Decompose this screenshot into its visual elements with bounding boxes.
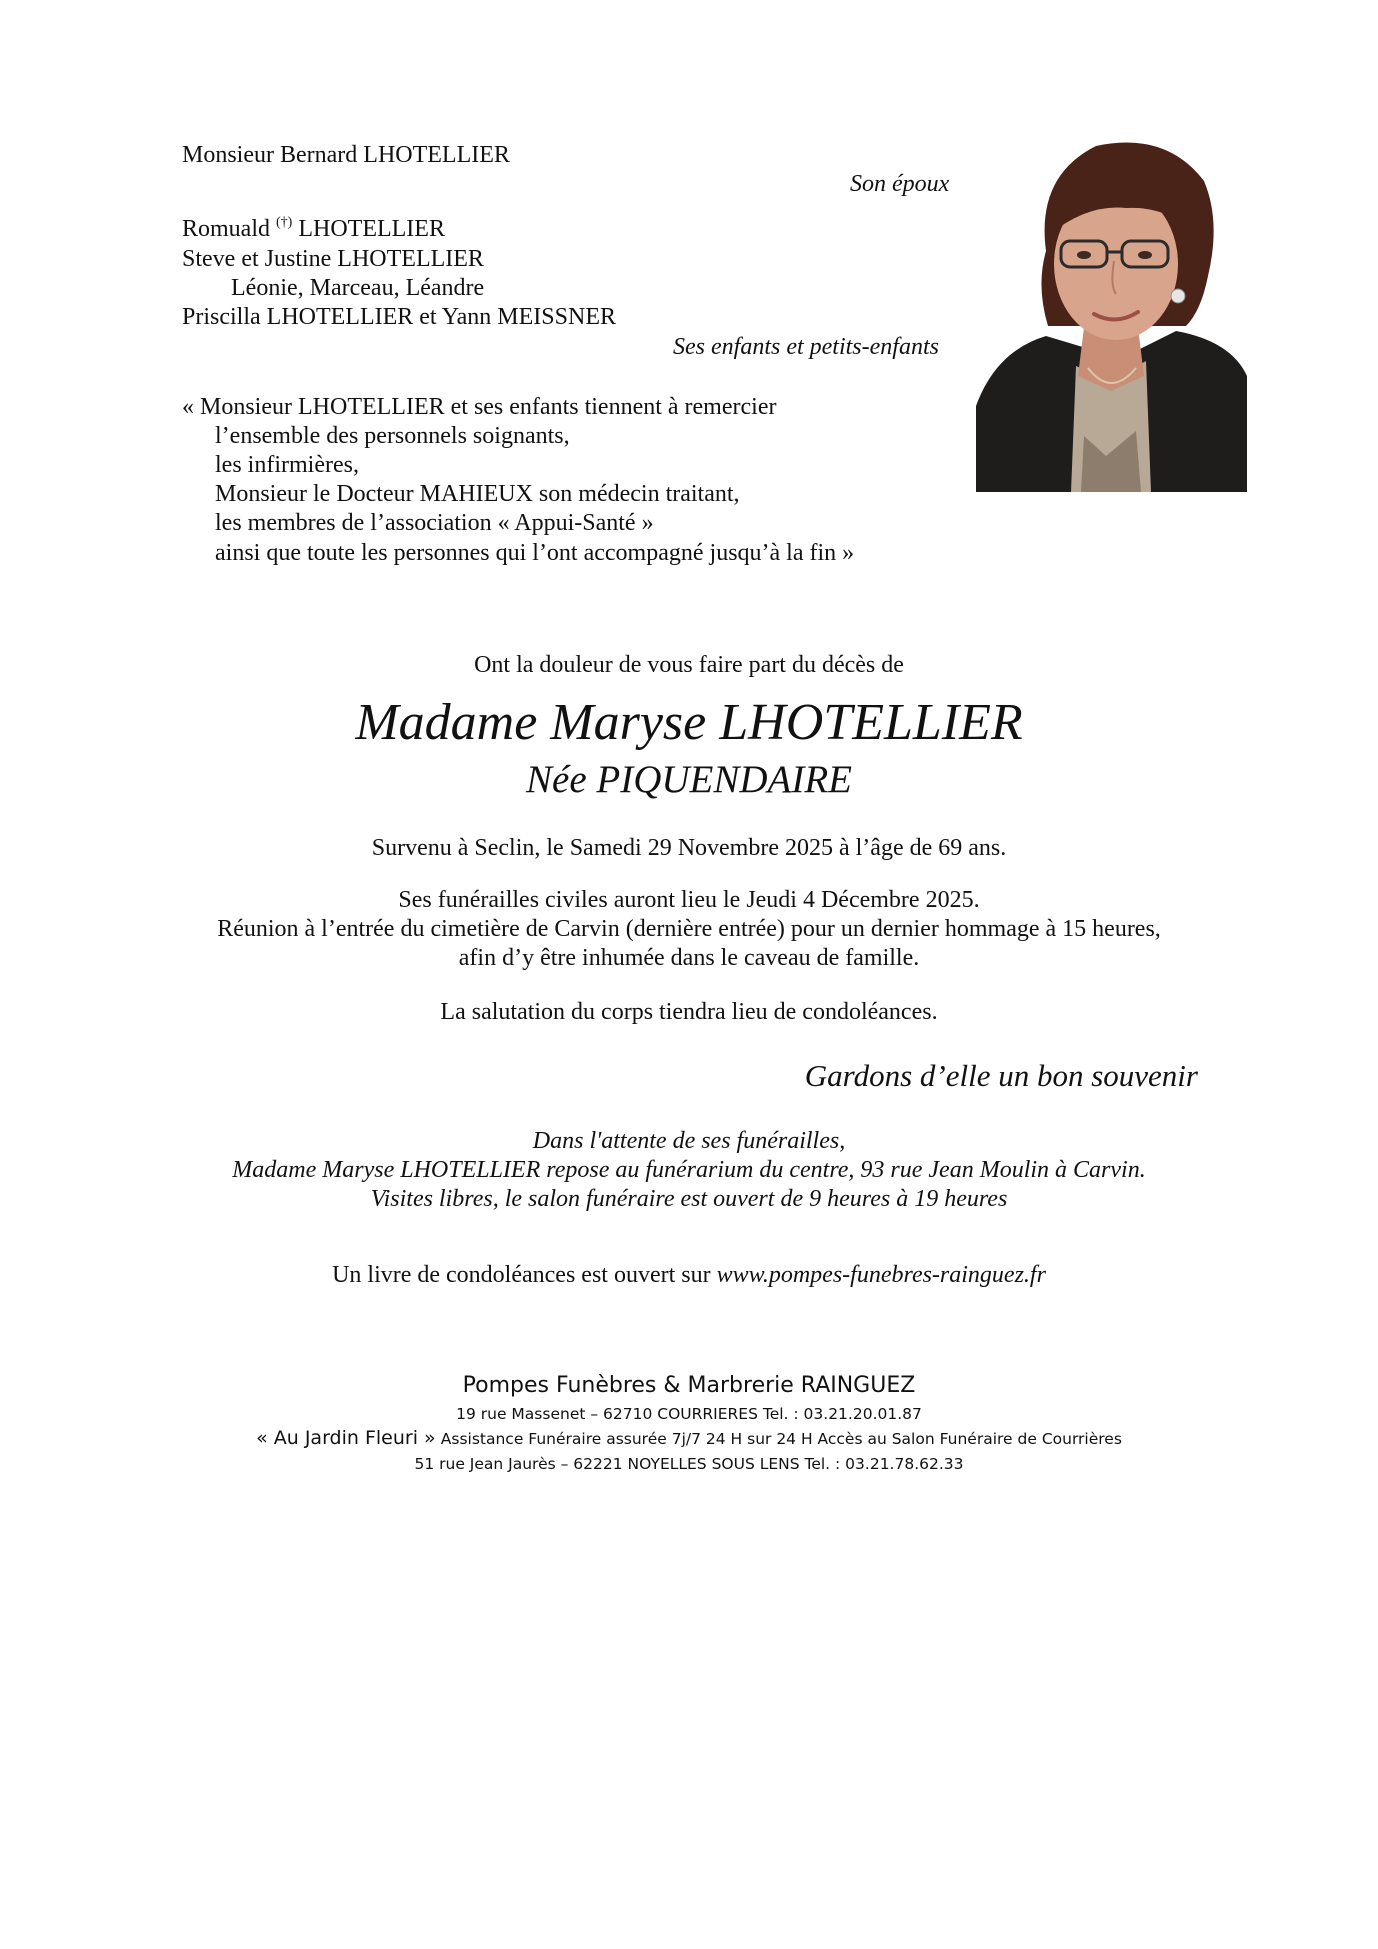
grandchildren: Léonie, Marceau, Léandre [231, 275, 485, 301]
child-priscilla: Priscilla LHOTELLIER et Yann MEISSNER [182, 304, 616, 330]
thanks-line-1: « Monsieur LHOTELLIER et ses enfants tiennent à remercier [182, 394, 777, 420]
deceased-mark: (†) [276, 215, 293, 230]
portrait-photo [976, 136, 1247, 492]
condolence-book-url[interactable]: www.pompes-funebres-rainguez.fr [716, 1262, 1046, 1288]
thanks-line-2: l’ensemble des personnels soignants, [215, 423, 570, 449]
funeral-line-2: Réunion à l’entrée du cimetière de Carvin (dernière entrée) pour un dernier hommage à 15 heures, [217, 916, 1161, 942]
child-romuald [182, 215, 445, 244]
funeral-services: Assistance Funéraire assurée 7j/7 24 H sur 24 H Accès au Salon Funéraire de Courrières [440, 1430, 1122, 1448]
funeral-line-3: afin d’y être inhumée dans le caveau de famille. [458, 945, 920, 971]
funeral-line-1: Ses funérailles civiles auront lieu le Jeudi 4 Décembre 2025. [398, 887, 980, 913]
remember-phrase: Gardons d’elle un bon souvenir [804, 1058, 1198, 1093]
death-info: Survenu à Seclin, le Samedi 29 Novembre 2025 à l’âge de 69 ans. [371, 835, 1007, 861]
condolence-book [0, 1261, 1378, 1290]
child-steve: Steve et Justine LHOTELLIER [182, 246, 484, 272]
child-first-name: Romuald [182, 216, 270, 242]
thanks-line-5: les membres de l’association « Appui-Santé » [215, 510, 654, 536]
funeral-home-address-2: 51 rue Jean Jaurès – 62221 NOYELLES SOUS LENS Tel. : 03.21.78.62.33 [414, 1455, 964, 1473]
funeral-home-address-1: 19 rue Massenet – 62710 COURRIERES Tel. : 03.21.20.01.87 [456, 1405, 922, 1423]
thanks-line-3: les infirmières, [215, 452, 359, 478]
funeral-home-services-line [0, 1426, 1378, 1451]
rest-line-1: Dans l'attente de ses funérailles, [532, 1128, 846, 1154]
rest-line-3: Visites libres, le salon funéraire est ouvert de 9 heures à 19 heures [370, 1186, 1008, 1212]
thanks-line-4: Monsieur le Docteur MAHIEUX son médecin traitant, [215, 481, 740, 507]
spouse-role: Son époux [850, 171, 950, 197]
spouse-name: Monsieur Bernard LHOTELLIER [182, 142, 510, 168]
condolence-book-text: Un livre de condoléances est ouvert sur [332, 1262, 711, 1288]
children-role: Ses enfants et petits-enfants [673, 334, 939, 360]
thanks-line-6: ainsi que toute les personnes qui l’ont accompagné jusqu’à la fin » [215, 540, 855, 566]
funeral-home-name: Pompes Funèbres & Marbrerie RAINGUEZ [462, 1373, 916, 1398]
condolences-note: La salutation du corps tiendra lieu de condoléances. [440, 999, 938, 1025]
garden-name: « Au Jardin Fleuri » [256, 1427, 436, 1449]
child-last-name: LHOTELLIER [298, 216, 445, 242]
announcement-intro: Ont la douleur de vous faire part du décès de [474, 652, 904, 678]
maiden-name: Née PIQUENDAIRE [526, 758, 852, 801]
rest-line-2: Madame Maryse LHOTELLIER repose au funérarium du centre, 93 rue Jean Moulin à Carvin. [232, 1157, 1146, 1183]
deceased-name: Madame Maryse LHOTELLIER [355, 694, 1023, 751]
